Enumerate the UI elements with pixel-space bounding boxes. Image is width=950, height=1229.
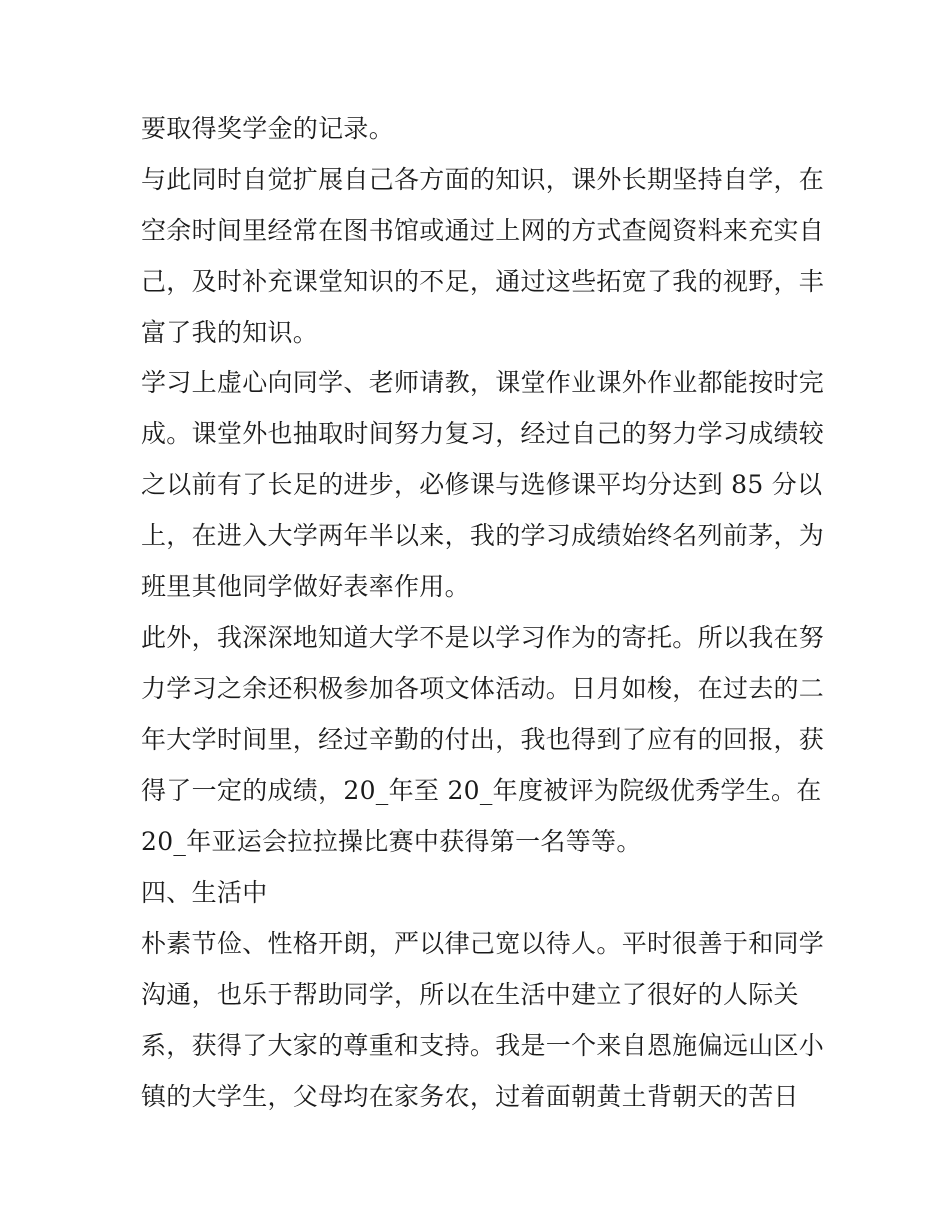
text-line: 之以前有了长足的进步，必修课与选修课平均分达到 85 分以 <box>141 470 823 499</box>
text-line: 20_年亚运会拉拉操比赛中获得第一名等等。 <box>141 827 642 856</box>
text-line: 富了我的知识。 <box>141 318 319 347</box>
text-line: 与此同时自觉扩展自己各方面的知识，课外长期坚持自学，在 <box>141 165 825 194</box>
text-line: 上，在进入大学两年半以来，我的学习成绩始终名列前茅，为 <box>141 521 825 550</box>
text-line: 年大学时间里，经过辛勤的付出，我也得到了应有的回报，获 <box>141 725 825 754</box>
text-line: 己，及时补充课堂知识的不足，通过这些拓宽了我的视野，丰 <box>141 267 825 296</box>
text-line: 空余时间里经常在图书馆或通过上网的方式查阅资料来充实自 <box>141 216 825 245</box>
text-line: 要取得奖学金的记录。 <box>141 114 395 143</box>
text-line: 成。课堂外也抽取时间努力复习，经过自己的努力学习成绩较 <box>141 419 825 448</box>
text-line: 沟通，也乐于帮助同学，所以在生活中建立了很好的人际关 <box>141 980 799 1009</box>
text-line: 班里其他同学做好表率作用。 <box>141 572 470 601</box>
text-line: 此外，我深深地知道大学不是以学习作为的寄托。所以我在努 <box>141 623 825 652</box>
text-line: 镇的大学生，父母均在家务农，过着面朝黄土背朝天的苦日 <box>141 1082 799 1111</box>
text-line: 学习上虚心向同学、老师请教，课堂作业课外作业都能按时完 <box>141 368 825 397</box>
text-line: 力学习之余还积极参加各项文体活动。日月如梭，在过去的二 <box>141 674 825 703</box>
section-heading: 四、生活中 <box>141 878 268 907</box>
text-line: 得了一定的成绩，20_年至 20_年度被评为院级优秀学生。在 <box>141 776 822 805</box>
text-line: 系，获得了大家的尊重和支持。我是一个来自恩施偏远山区小 <box>141 1031 825 1060</box>
text-line: 朴素节俭、性格开朗，严以律己宽以待人。平时很善于和同学 <box>141 929 825 958</box>
